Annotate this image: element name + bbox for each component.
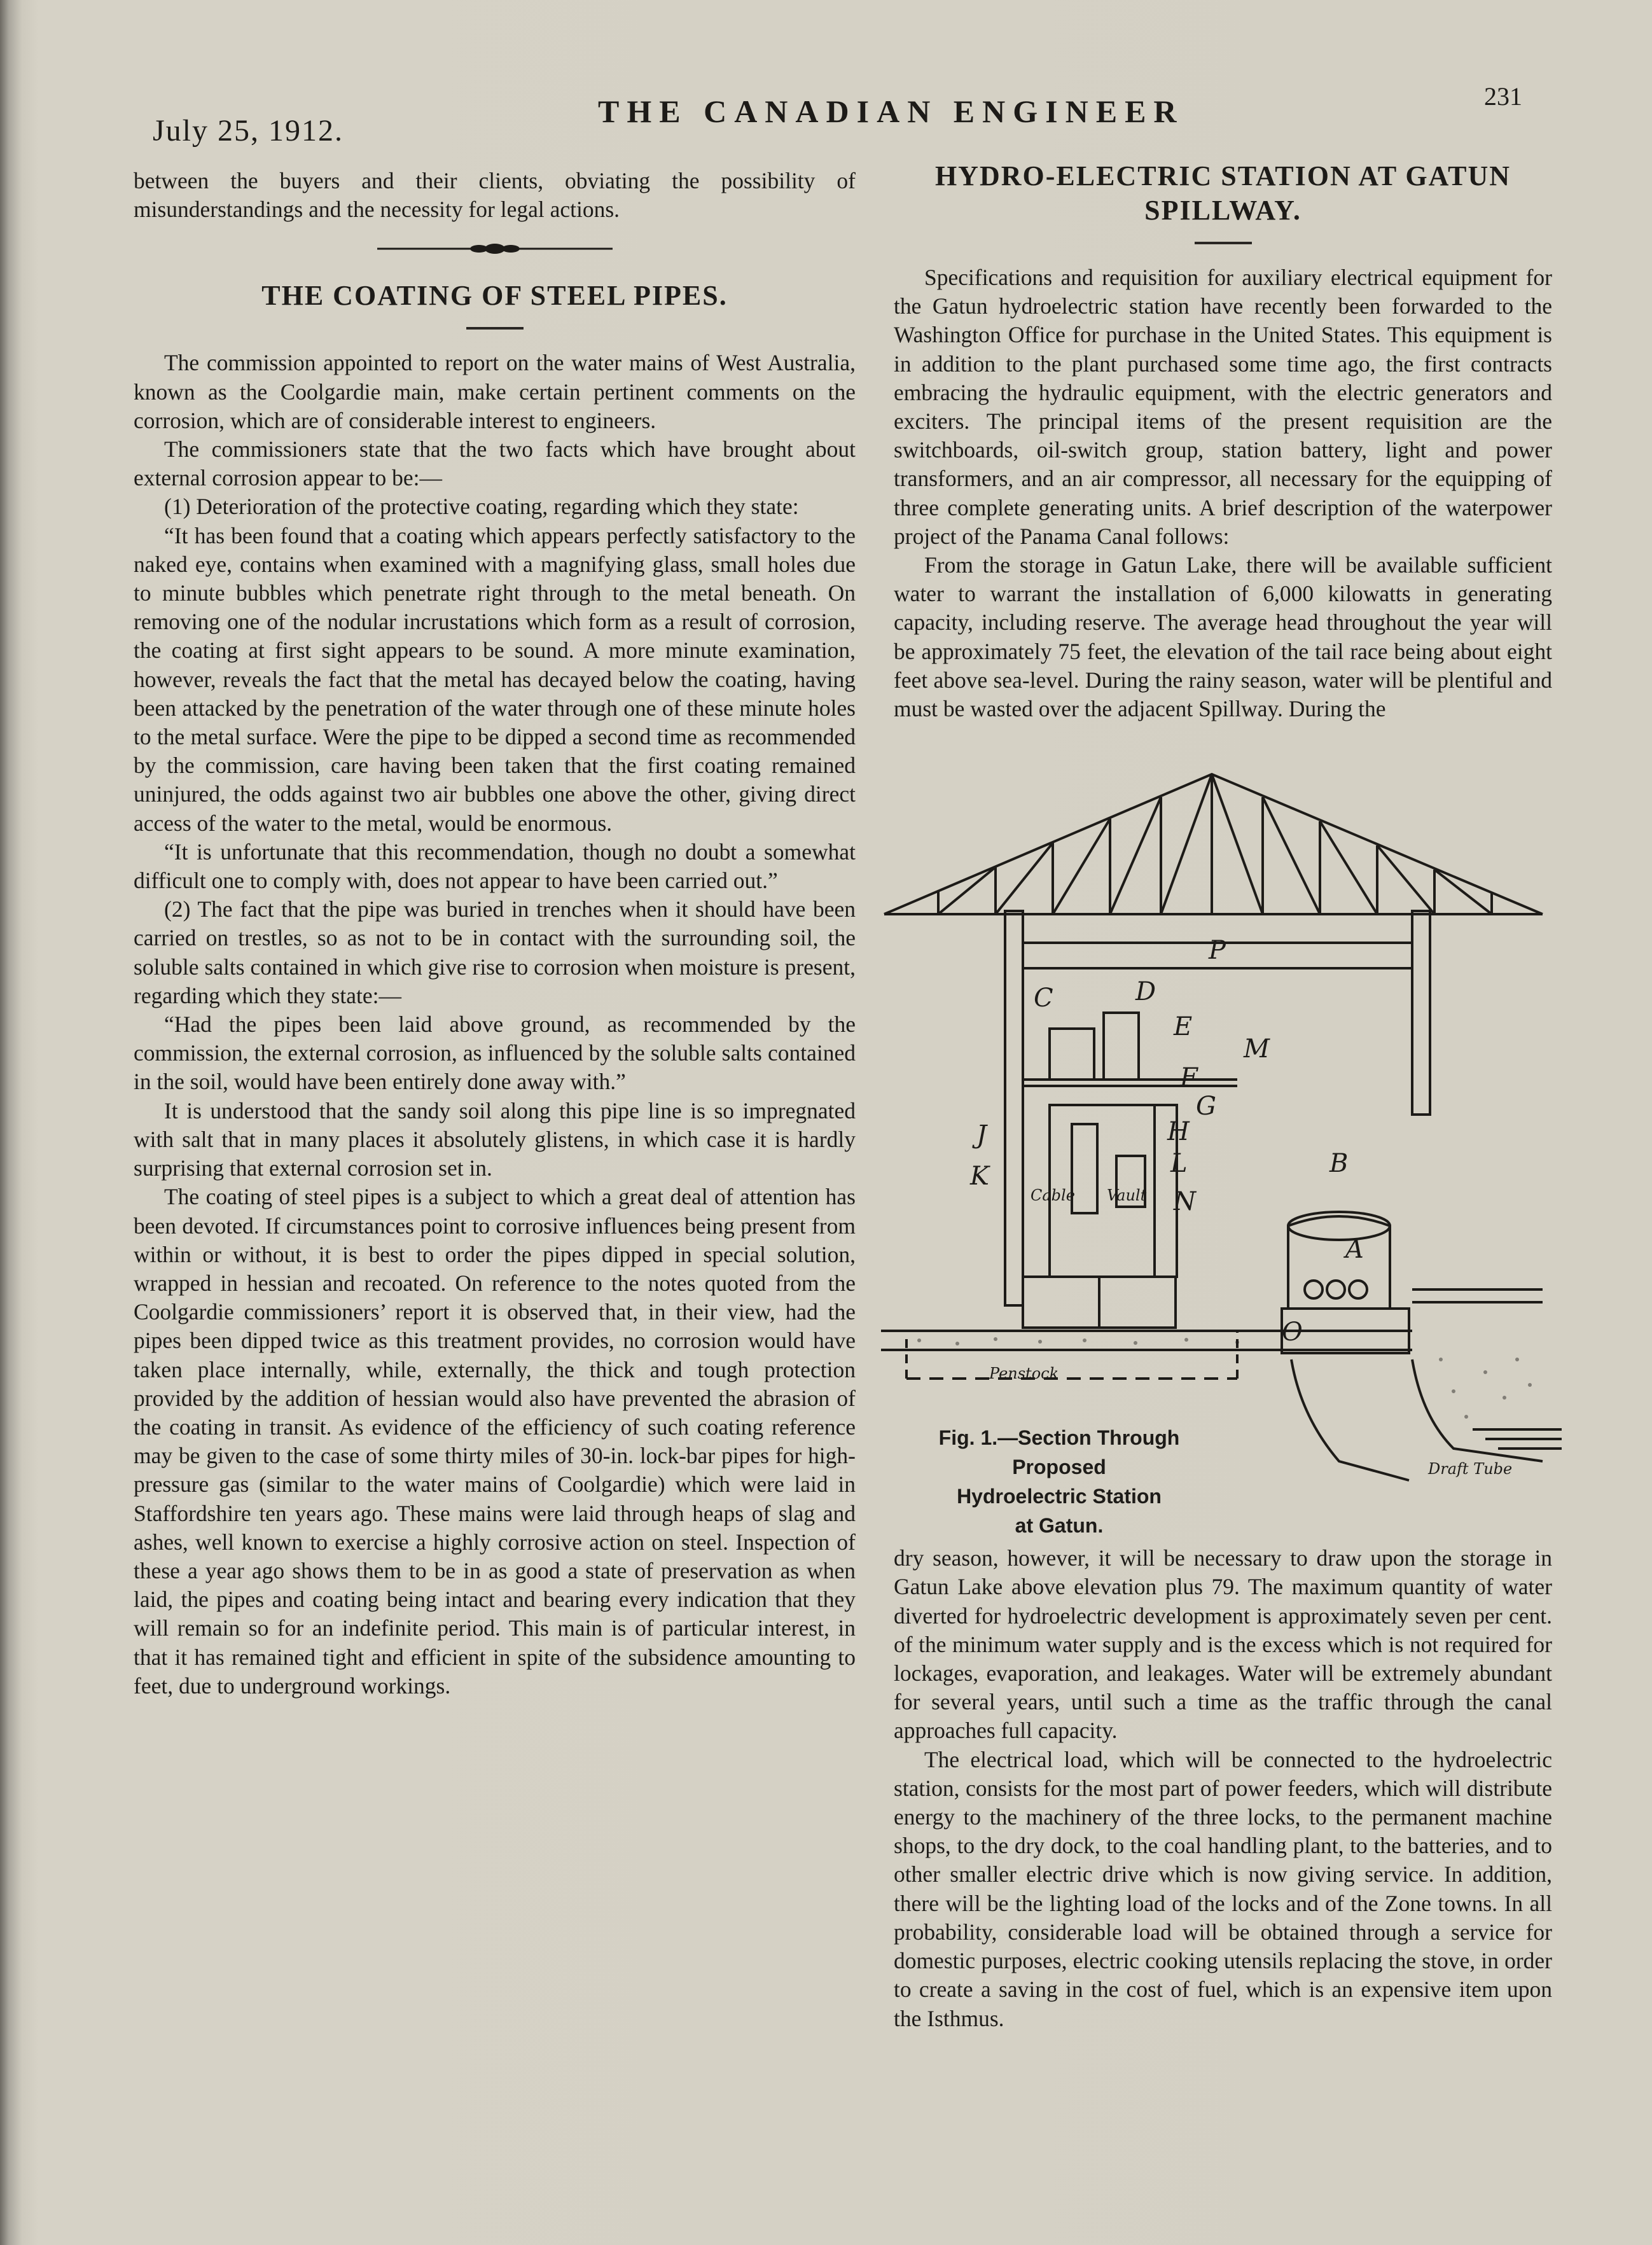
paragraph: Specifications and requisition for auxiliary electrical equipment for the Gatun hydroelectric station have recently been forwarded to the Washington Office for purchase in the United States. This equipment is in addition to the plant purchased some time ago, the first contracts embracing the hydraulic equipment, with the electric generators and exciters. The principal items of the present requisition are the switchboards, oil-switch group, station battery, light and power transformers, and an air compressor, all necessary for the equipping of three complete generating units. A brief description of the waterpower project of the Panama Canal follows: <box>894 265 1552 549</box>
paragraph: It is understood that the sandy soil along this pipe line is so impregnated with salt that in many places it absolutely glistens, in which case it is hardly surprising that external corrosion set in. <box>134 1097 856 1181</box>
paragraph: The electrical load, which will be connected to the hydroelectric station, consists for the most part of power feeders, which will distribute energy to the machinery of the three locks, to the permanent machine shops, to the dry dock, to the coal handling plant, to the batteries, and to other smaller electric drive which is now giving service. In addition, there will be the lighting load of the locks and of the Zone towns. In all probability, considerable load will be obtained through a service for domestic purposes, electric cooking utensils replacing the stove, in order to create a saving in the cost of fuel, which is an expensive item upon the Isthmus. <box>894 1746 1552 2031</box>
label-draft-tube: Draft Tube <box>1428 1460 1513 1478</box>
label-penstock: Penstock <box>989 1365 1059 1383</box>
label-l: L <box>1170 1149 1188 1179</box>
label-g: G <box>1196 1092 1216 1122</box>
label-n: N <box>1174 1187 1196 1217</box>
label-p: P <box>1209 936 1226 966</box>
label-o: O <box>1282 1317 1303 1347</box>
caption-line: Hydroelectric Station <box>957 1485 1162 1508</box>
title-rule <box>466 327 524 330</box>
label-b: B <box>1329 1149 1349 1179</box>
label-h: H <box>1167 1117 1190 1147</box>
paragraph: The commissioners state that the two facts which have brought about external corrosion appear to be:— <box>134 436 856 491</box>
paragraph: “It is unfortunate that this recommendation, though no doubt a somewhat difficult one to comply with, does not appear to have been carried out.” <box>134 838 856 894</box>
paragraph: “Had the pipes been laid above ground, as recommended by the commission, the external corrosion, as influenced by the soluble salts contained in the soil, would have been entirely done away with.” <box>134 1011 856 1095</box>
paragraph: From the storage in Gatun Lake, there will be available sufficient water to warrant the installation of 6,000 kilowatts in generating capacity, including reserve. The average head throughout the year will be approximately 75 feet, the elevation of the tail race being about eight feet above sea-level. During the rainy season, water will be plentiful and must be wasted over the adjacent Spillway. During the <box>894 552 1552 722</box>
article-title-gatun: HYDRO-ELECTRIC STATION AT GATUN SPILLWAY. <box>934 160 1511 226</box>
caption-line: at Gatun. <box>1015 1514 1104 1538</box>
label-m: M <box>1244 1034 1270 1064</box>
label-c: C <box>1034 983 1053 1013</box>
continued-text: between the buyers and their clients, obviating the possibility of misunderstandings and the necessity for legal actions. <box>134 168 856 223</box>
paragraph: dry season, however, it will be necessary to draw upon the storage in Gatun Lake above elevation plus 79. The maximum quantity of water diverted for hydroelectric development is approximately seven per cent. of the minimum water supply and is the excess which is not required for lockages, evaporation, and leakages. Water will be extremely abundant for several years, until such a time as the traffic through the canal approaches full capacity. <box>894 1545 1552 1744</box>
page-number: 231 <box>1484 82 1522 111</box>
label-e: E <box>1174 1012 1193 1042</box>
label-a: A <box>1345 1235 1364 1265</box>
title-rule <box>1195 242 1252 244</box>
paragraph: The coating of steel pipes is a subject to which a great deal of attention has been devoted. If circumstances point to corrosive influences being present from within or without, it is best to order the pipes dipped in special solution, wrapped in hessian and recoated. On reference to the notes quoted from the Coolgardie commissioners’ report it is observed that, in their view, had the pipes been dipped twice as this treatment provides, no corrosion would have taken place internally, while, externally, the thick and tough protection provided by the addition of hessian would also have prevented the abrasion of the coating in transit. As evidence of the efficiency of such coating reference may be given to the case of some thirty miles of 30-in. lock-bar pipes for high-pressure gas (similar to the water mains of Coolgardie) which were laid in Staffordshire ten years ago. These mains were laid through heaps of slag and ashes, well known to exercise a highly corrosive action on steel. Inspection of these a year ago shows them to be in as good a state of preservation as when laid, the pipes and coating being intact and bearing every indication that they will remain so for an indefinite period. This main is of particular interest, in that it has remained tight and efficient in spite of the subsidence amounting to feet, due to underground workings. <box>134 1184 856 1699</box>
issue-date: July 25, 1912. <box>153 114 344 148</box>
label-vault: Vault <box>1107 1186 1147 1205</box>
caption-line: Fig. 1.—Section Through Proposed <box>938 1426 1180 1479</box>
article-title-steel-pipes: THE COATING OF STEEL PIPES. <box>261 280 728 312</box>
figure-caption <box>900 1423 1218 1540</box>
label-j: J <box>976 1120 987 1150</box>
ornament-divider-icon <box>377 242 613 256</box>
paragraph: The commission appointed to report on the water mains of West Australia, known as the Coolgardie main, make certain pertinent comments on the corrosion, which are of considerable interest to engineers. <box>134 350 856 433</box>
label-k: K <box>970 1162 989 1192</box>
figure-station-section <box>881 749 1562 1538</box>
left-column <box>134 167 856 1700</box>
label-cable: Cable <box>1031 1186 1075 1205</box>
journal-title: THE CANADIAN ENGINEER <box>598 94 1184 129</box>
right-column <box>894 159 1552 2033</box>
label-d: D <box>1135 977 1156 1007</box>
page-header <box>146 75 1546 148</box>
label-f: F <box>1180 1063 1198 1093</box>
paragraph: “It has been found that a coating which appears perfectly satisfactory to the naked eye, contains when examined with a magnifying glass, small holes due to minute bubbles which penetrate right through to the metal beneath. On removing one of the nodular incrustations which form as a result of corrosion, the coating at first sight appears to be sound. A more minute examination, however, reveals the fact that the metal has decayed below the coating, having been attacked by the penetration of the water through one of these minute holes to the metal surface. Were the pipe to be dipped a second time as recommended by the commission, care having been taken that the first coating remained uninjured, the odds against two air bubbles one above the other, giving direct access of the water to the metal, would be enormous. <box>134 522 856 836</box>
paragraph: (1) Deterioration of the protective coating, regarding which they state: <box>164 494 799 520</box>
paragraph: (2) The fact that the pipe was buried in trenches when it should have been carried on trestles, so as not to be in contact with the surrounding soil, the soluble salts contained in which give rise to corrosion when moisture is present, regarding which they state:— <box>134 896 856 1008</box>
